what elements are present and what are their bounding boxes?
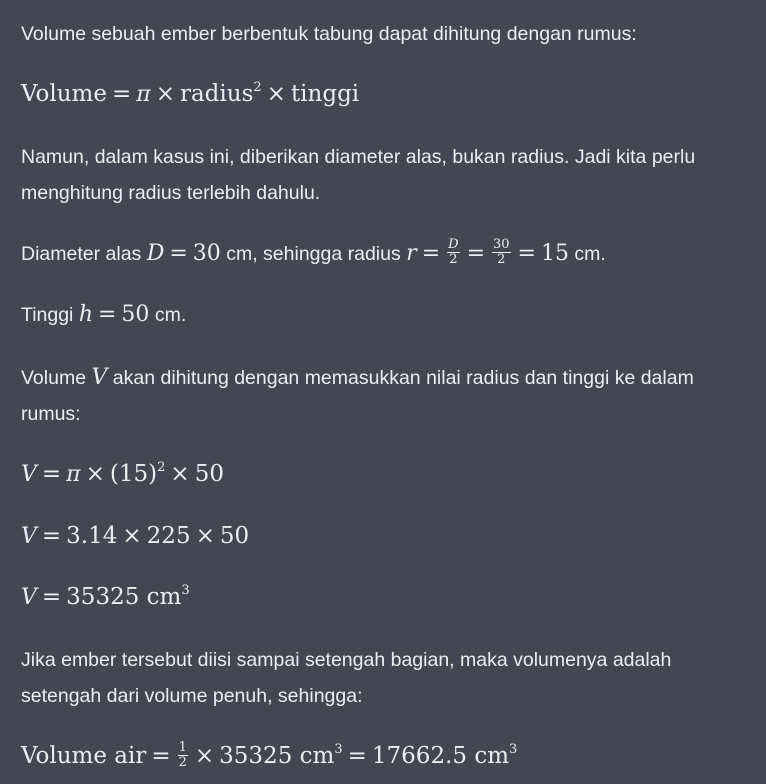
final-times: × bbox=[194, 743, 215, 769]
eq2-a: 3.14 bbox=[66, 523, 118, 549]
eq1-eq: = bbox=[41, 461, 62, 487]
eq1-pi: π bbox=[66, 462, 81, 487]
final-power-2: 3 bbox=[509, 742, 518, 757]
eq2-v: V bbox=[21, 524, 37, 549]
radius-eq-3: = bbox=[517, 241, 536, 266]
equation-2 bbox=[21, 516, 745, 557]
formula-pi: π bbox=[136, 82, 151, 107]
eq2-eq: = bbox=[41, 523, 62, 549]
eq3-unit: cm bbox=[146, 584, 182, 610]
eq2-times-2: × bbox=[195, 523, 215, 549]
eq1-v: V bbox=[21, 462, 37, 487]
fraction-30-numerator: 30 bbox=[493, 237, 510, 253]
final-result: 17662.5 bbox=[371, 743, 468, 769]
final-eq-2: = bbox=[347, 743, 367, 769]
height-var-h: h bbox=[78, 302, 93, 327]
intro-text: Volume sebuah ember berbentuk tabung dapat dihitung dengan rumus: bbox=[21, 23, 637, 45]
radius-eq-2: = bbox=[466, 241, 485, 266]
final-equation bbox=[21, 736, 745, 776]
fraction-30-over-2 bbox=[492, 238, 511, 267]
eq3-value: 35325 bbox=[66, 584, 140, 610]
height-suffix: cm. bbox=[149, 304, 187, 326]
eq1-paren: (15) bbox=[109, 461, 158, 487]
volume-formula bbox=[21, 74, 745, 115]
volume-intro-suffix: akan dihitung dengan memasukkan nilai radius dan tinggi ke dalam rumus: bbox=[21, 367, 694, 425]
height-eq: = bbox=[97, 302, 117, 327]
eq1-power: 2 bbox=[157, 460, 166, 475]
diameter-eq: = bbox=[169, 241, 188, 266]
eq2-times-1: × bbox=[122, 523, 142, 549]
eq1-times-1: × bbox=[85, 461, 105, 487]
final-power-1: 3 bbox=[334, 742, 343, 757]
final-value: 35325 bbox=[219, 743, 293, 769]
height-value: 50 bbox=[121, 302, 150, 327]
fraction-30-denominator: 2 bbox=[497, 252, 506, 268]
radius-var-r: r bbox=[406, 241, 417, 266]
diameter-var-d: D bbox=[146, 241, 165, 266]
half-explanation: Jika ember tersebut diisi sampai setengah bagian, maka volumenya adalah setengah dari volume penuh, sehingga: bbox=[21, 649, 672, 707]
fraction-d-numerator: D bbox=[448, 237, 459, 253]
eq1-height: 50 bbox=[194, 461, 224, 487]
formula-power: 2 bbox=[253, 80, 262, 95]
final-lhs: Volume air bbox=[21, 743, 147, 769]
eq1-times-2: × bbox=[170, 461, 190, 487]
formula-radius: radius bbox=[179, 81, 254, 107]
radius-eq-1: = bbox=[421, 241, 441, 266]
formula-times-2: × bbox=[266, 81, 286, 107]
final-eq: = bbox=[151, 743, 171, 769]
formula-times-1: × bbox=[155, 81, 175, 107]
fraction-d-denominator: 2 bbox=[449, 252, 458, 268]
fraction-d-over-2 bbox=[447, 238, 459, 267]
diameter-mid: cm, sehingga radius bbox=[220, 243, 407, 265]
diameter-value: 30 bbox=[192, 241, 221, 266]
volume-intro bbox=[21, 360, 745, 432]
equation-3 bbox=[21, 577, 745, 618]
height-prefix: Tinggi bbox=[21, 304, 79, 326]
height-line bbox=[21, 297, 745, 333]
final-unit-2: cm bbox=[474, 743, 510, 769]
fraction-half-denominator: 2 bbox=[178, 754, 187, 770]
formula-height: tinggi bbox=[290, 81, 360, 107]
radius-result: 15 bbox=[540, 241, 569, 266]
equation-1 bbox=[21, 454, 745, 495]
formula-lhs: Volume bbox=[21, 81, 107, 107]
eq2-b: 225 bbox=[146, 523, 191, 549]
final-unit-1: cm bbox=[299, 743, 335, 769]
eq3-eq: = bbox=[41, 584, 62, 610]
fraction-half bbox=[178, 741, 188, 770]
volume-intro-prefix: Volume bbox=[21, 367, 92, 389]
fraction-half-numerator: 1 bbox=[178, 739, 187, 755]
eq3-v: V bbox=[21, 585, 37, 610]
eq2-c: 50 bbox=[219, 523, 250, 549]
diameter-suffix: cm. bbox=[568, 243, 606, 265]
volume-var-v: V bbox=[91, 365, 108, 390]
eq3-power: 3 bbox=[181, 583, 190, 598]
diameter-line bbox=[21, 236, 745, 272]
radius-explanation: Namun, dalam kasus ini, diberikan diameter alas, bukan radius. Jadi kita perlu menghitung radius terlebih dahulu. bbox=[21, 146, 696, 204]
formula-eq: = bbox=[111, 81, 132, 107]
diameter-prefix: Diameter alas bbox=[21, 243, 147, 265]
